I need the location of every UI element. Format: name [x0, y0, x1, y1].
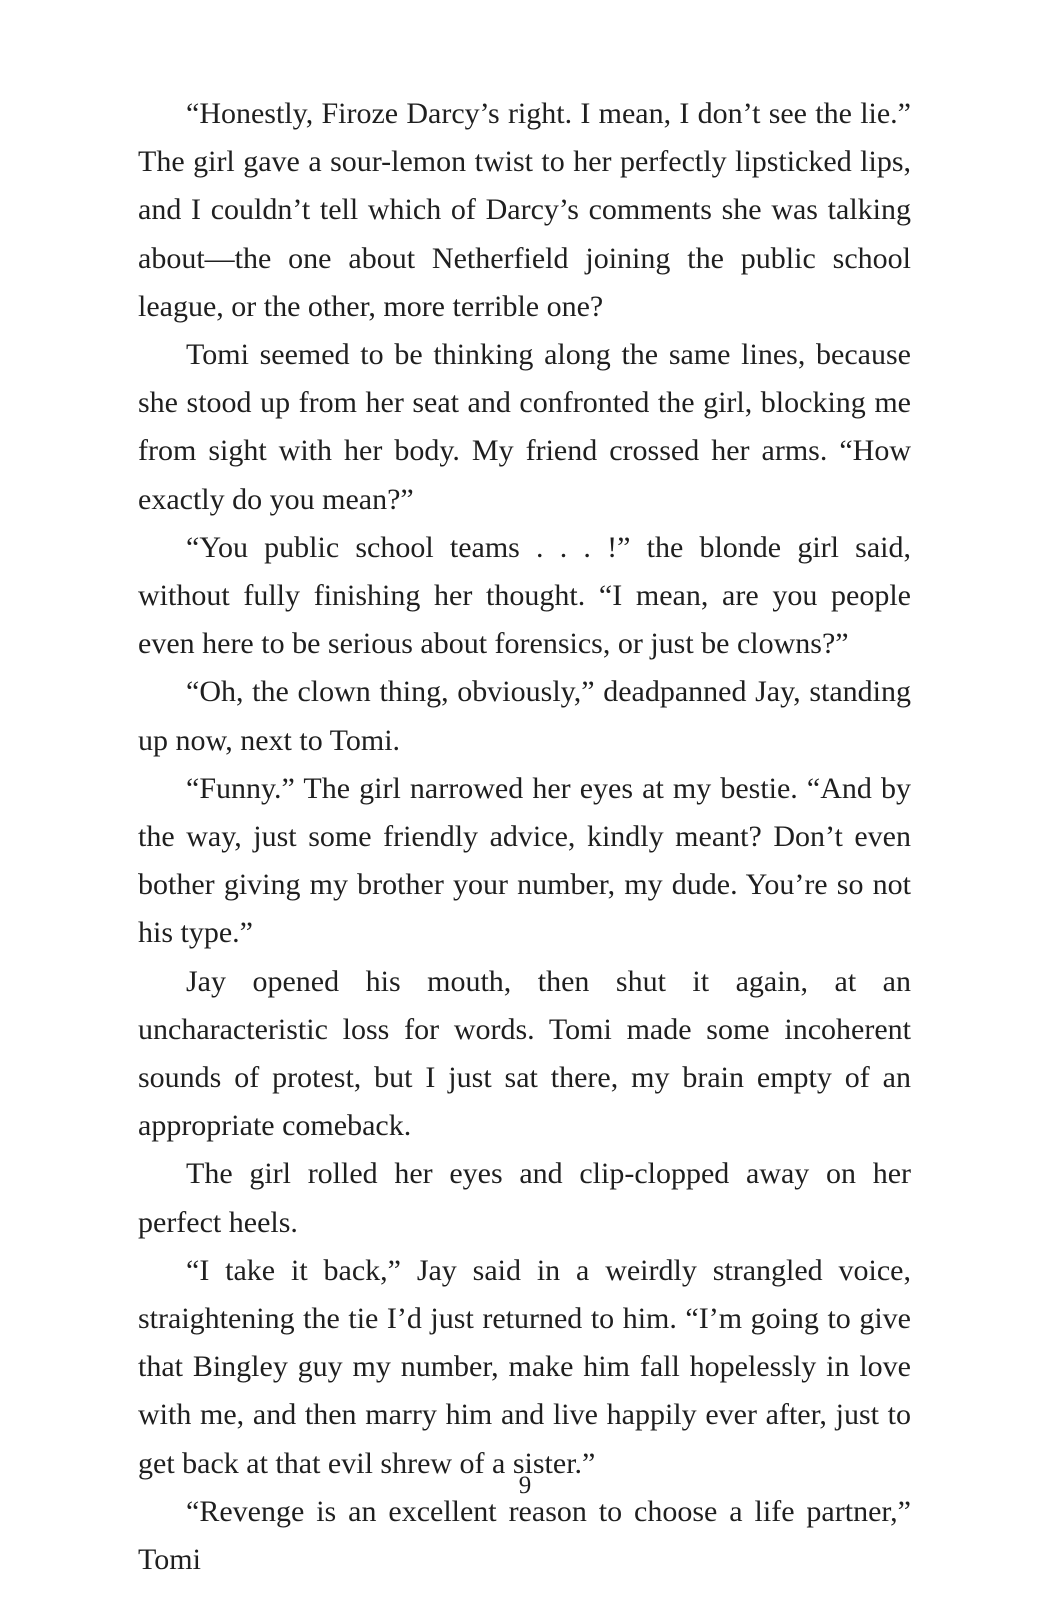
paragraph: “You public school teams . . . !” the blonde girl said, without fully finishing her thought. “I mean, are you people even here to be serious about forensics, or just be clowns?” [138, 530, 911, 661]
paragraph: “Honestly, Firoze Darcy’s right. I mean, I don’t see the lie.” The girl gave a sour-lemon twist to her perfectly lipsticked lips, and I couldn’t tell which of Darcy’s comments she was talking about—the one about Netherfield joining the public school league, or the other, more terrible one? [138, 97, 911, 323]
page-number: 9 [518, 1472, 532, 1499]
paragraph: Jay opened his mouth, then shut it again, at an uncharacteristic loss for words. Tomi made some incoherent sounds of protest, but I just sat there, my brain empty of an appropriate comeback. [138, 964, 911, 1143]
paragraph: “I take it back,” Jay said in a weirdly strangled voice, straightening the tie I’d just returned to him. “I’m going to give that Bingley guy my number, make him fall hopelessly in love with me, and then marry him and live happily ever after, just to get back at that evil shrew of a sister.” [138, 1253, 911, 1480]
paragraph: “Funny.” The girl narrowed her eyes at my bestie. “And by the way, just some friendly advice, kindly meant? Don’t even bother giving my brother your number, my dude. You’re so not his type.” [138, 771, 911, 950]
body-text [138, 90, 911, 1584]
paragraph: “Oh, the clown thing, obviously,” deadpanned Jay, standing up now, next to Tomi. [138, 675, 911, 757]
paragraph: The girl rolled her eyes and clip-clopped away on her perfect heels. [138, 1157, 911, 1239]
paragraph: Tomi seemed to be thinking along the same lines, because she stood up from her seat and confronted the girl, blocking me from sight with her body. My friend crossed her arms. “How exactly do you mean?” [138, 338, 911, 516]
paragraph: “Revenge is an excellent reason to choose a life partner,” Tomi [138, 1494, 911, 1577]
